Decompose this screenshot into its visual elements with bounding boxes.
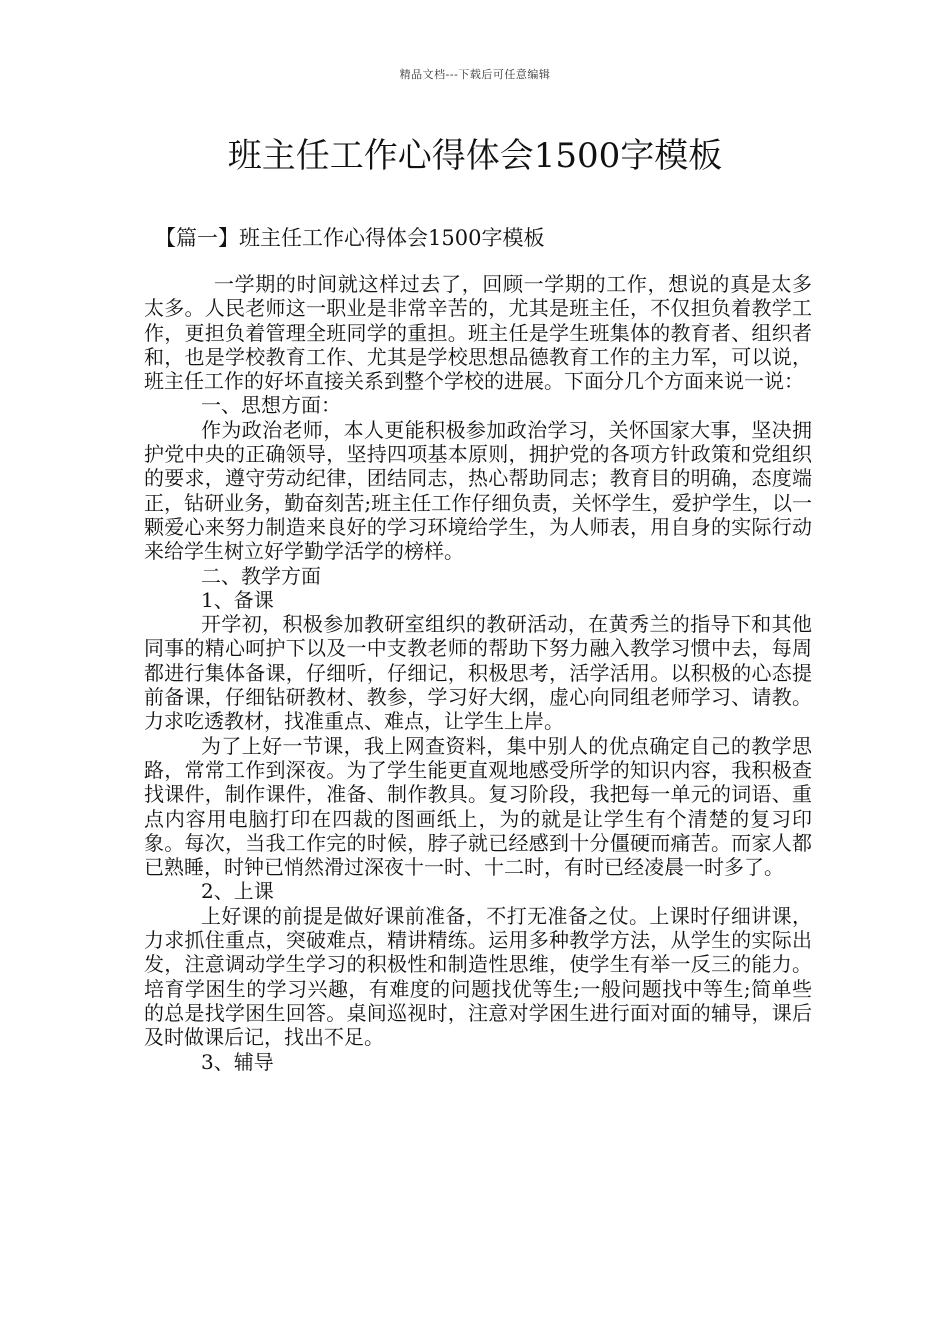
paragraph-intro: 一学期的时间就这样过去了，回顾一学期的工作，想说的真是太多太多。人民老师这一职业是非常辛苦的，尤其是班主任，不仅担负着教学工作，更担负着管理全班同学的重担。班主任是学生班集体的教育者、组织者和，也是学校教育工作、尤其是学校思想品德教育工作的主力军，可以说，班主任工作的好坏直接关系到整个学校的进展。下面分几个方面来说一说： [144,272,812,394]
section-title: 【篇一】班主任工作心得体会1500字模板 [155,226,545,250]
header-note: 精品文档---下载后可任意编辑 [399,68,551,81]
heading-lesson-prep: 1、备课 [201,587,274,612]
paragraph-class: 上好课的前提是做好课前准备，不打无准备之仗。上课时仔细讲课，力求抓住重点，突破难点，精讲精练。运用多种教学方法，从学生的实际出发，注意调动学生学习的积极性和制造性思维，使学生有举一反三的能力。培育学困生的学习兴趣，有难度的问题找优等生;一般问题找中等生;简单些的总是找学困生回答。桌间巡视时，注意对学困生进行面对面的辅导，课后及时做课后记，找出不足。 [144,903,812,1050]
heading-teaching: 二、教学方面 [201,563,321,588]
page-title: 班主任工作心得体会1500字模板 [227,136,723,176]
paragraph-thought: 作为政治老师，本人更能积极参加政治学习，关怀国家大事，坚决拥护党中央的正确领导，坚持四项基本原则，拥护党的各项方针政策和党组织的要求，遵守劳动纪律，团结同志，热心帮助同志；教育目的明确，态度端正，钻研业务，勤奋刻苦;班主任工作仔细负责，关怀学生，爱护学生，以一颗爱心来努力制造来良好的学习环境给学生，为人师表，用自身的实际行动来给学生树立好学勤学活学的榜样。 [144,417,812,564]
heading-tutoring: 3、辅导 [201,1049,274,1074]
paragraph-preparation-effort: 为了上好一节课，我上网查资料，集中别人的优点确定自己的教学思路，常常工作到深夜。为了学生能更直观地感受所学的知识内容，我积极查找课件，制作课件，准备、制作教具。复习阶段，我把每一单元的词语、重点内容用电脑打印在四裁的图画纸上，为的就是让学生有个清楚的复习印象。每次，当我工作完的时候，脖子就已经感到十分僵硬而痛苦。而家人都已熟睡，时钟已悄然滑过深夜十一时、十二时，有时已经凌晨一时多了。 [144,733,812,880]
document-body [144,272,812,1074]
heading-class: 2、上课 [201,879,274,904]
paragraph-lesson-prep: 开学初，积极参加教研室组织的教研活动，在黄秀兰的指导下和其他同事的精心呵护下以及一中支教老师的帮助下努力融入教学习惯中去，每周都进行集体备课，仔细听，仔细记，积极思考，活学活用。以积极的心态提前备课，仔细钻研教材、教参，学习好大纲，虚心向同组老师学习、请教。力求吃透教材，找准重点、难点，让学生上岸。 [144,612,812,734]
heading-thought: 一、思想方面： [201,393,341,418]
